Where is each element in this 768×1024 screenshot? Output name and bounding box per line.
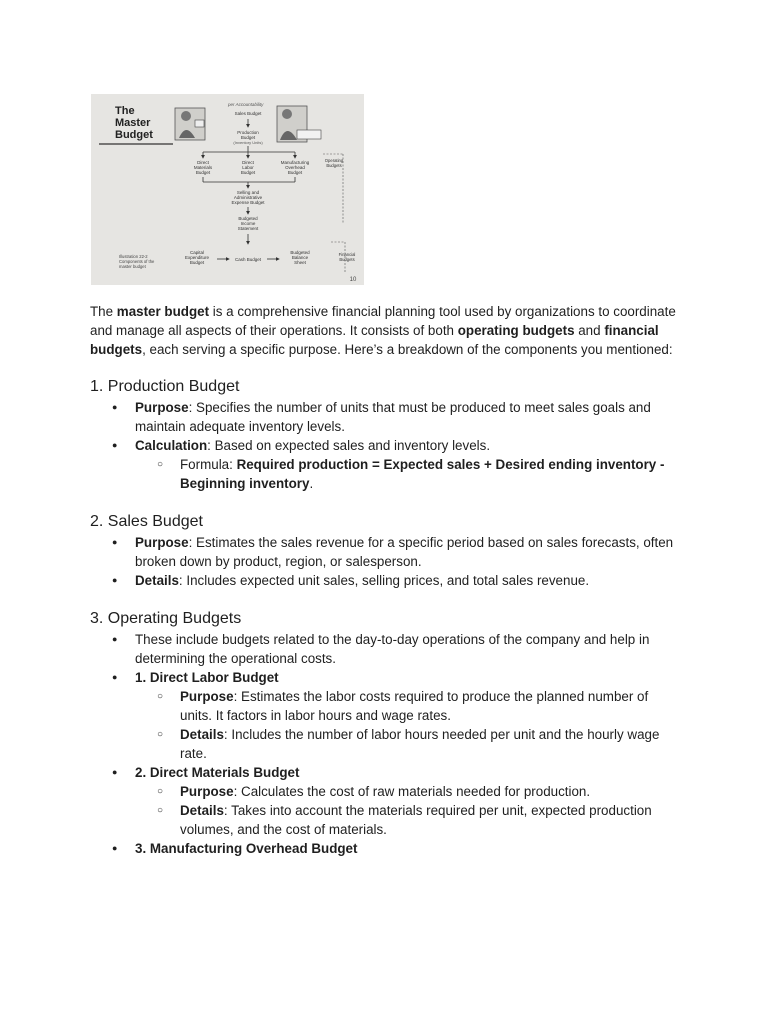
figure-fin-2: Budgets — [339, 257, 355, 262]
heading-sales-budget: 2. Sales Budget — [90, 513, 203, 530]
heading-operating-budgets: 3. Operating Budgets — [90, 610, 242, 627]
sublist-item: ○ Purpose: Calculates the cost of raw materials needed for production. — [135, 782, 680, 801]
figure-cap-3: Budget — [189, 260, 205, 265]
intro-paragraph: The master budget is a comprehensive financial planning tool used by organizations to coordinate and manage all aspects of their operations. It consists of both operating budgets and financial budgets, each serving a specific purpose. Here’s a breakdown of the components you mentioned: — [90, 304, 676, 357]
figure-mo-3: Budget — [287, 170, 303, 175]
figure-dm-1: Direct — [197, 160, 209, 165]
document-body — [90, 302, 680, 858]
figure-illus-3: master budget — [119, 264, 146, 269]
term-operating-budgets: operating budgets — [457, 323, 575, 338]
figure-illus-1: Illustration 22-2 — [119, 254, 148, 259]
figure-operating-1: Operating — [324, 158, 344, 163]
figure-cap-2: Expenditure — [184, 255, 210, 260]
figure-mo-2: Overhead — [285, 165, 305, 170]
term-financial-budgets: financial budgets — [90, 323, 659, 357]
sublist-item: ○ Formula: Required production = Expected sales + Desired ending inventory - Beginning inventory. — [135, 455, 680, 493]
master-budget-photo — [91, 94, 364, 285]
figure-dm-2: Materials — [193, 165, 213, 170]
figure-is-2: Income — [240, 221, 256, 226]
sales-budget-list — [90, 533, 680, 590]
figure-sa-1: Selling and — [236, 190, 260, 195]
production-budget-list — [90, 398, 680, 493]
figure-title-line2: Master — [115, 117, 151, 129]
sublist-item: ○ Purpose: Estimates the labor costs required to produce the planned number of units. It factors in labor hours and wage rates. — [135, 687, 680, 725]
list-item: ● Purpose: Specifies the number of units that must be produced to meet sales goals and maintain adequate inventory levels. — [90, 398, 680, 436]
figure-title-line1: The — [115, 105, 135, 117]
figure-page-num: 10 — [349, 277, 357, 283]
heading-production-budget: 1. Production Budget — [90, 378, 240, 395]
term-master-budget: master budget — [116, 304, 210, 319]
figure-production-1: Production — [237, 130, 259, 135]
formula-sublist — [135, 455, 680, 493]
list-item: ● These include budgets related to the day-to-day operations of the company and help in determining the operational costs. — [90, 630, 680, 668]
figure-cash: Cash Budget — [234, 257, 262, 262]
figure-illus-2: Components of the — [119, 259, 155, 264]
figure-fin-1: Financial — [338, 252, 356, 257]
figure-dm-3: Budget — [195, 170, 211, 175]
figure-dl-3: Budget — [240, 170, 256, 175]
list-item: ● 1. Direct Labor Budget ○ Purpose: Estimates the labor costs required to produce the planned number of units. It factors in labor hours and wage rates. ○ Details: Includes the number of labor hours needed per unit and the hourly wage rate. — [90, 668, 680, 763]
figure-mo-1: Manufacturing — [280, 160, 310, 165]
figure-bs-3: Sheet — [294, 260, 306, 265]
figure-is-3: Statement — [237, 226, 259, 231]
list-item: ● 2. Direct Materials Budget ○ Purpose: Calculates the cost of raw materials needed for production. ○ Details: Takes into account the materials required per unit, expected production volumes, and the cost of materials. — [90, 763, 680, 839]
person-left-icon — [175, 108, 205, 140]
list-item: ● Details: Includes expected unit sales, selling prices, and total sales revenue. — [90, 571, 680, 590]
figure-dl-2: Labor — [242, 165, 254, 170]
list-item: ● Purpose: Estimates the sales revenue for a specific period based on sales forecasts, often broken down by product, region, or salesperson. — [90, 533, 680, 571]
figure-sales-budget: Sales Budget — [234, 111, 262, 116]
sublist-item: ○ Details: Includes the number of labor hours needed per unit and the hourly wage rate. — [135, 725, 680, 763]
list-item: ● Calculation: Based on expected sales and inventory levels. ○ Formula: Required production = Expected sales + Desired ending inventory - Beginning inventory. — [90, 436, 680, 493]
list-item: ● 3. Manufacturing Overhead Budget — [90, 839, 680, 858]
figure-bs-2: Balance — [291, 255, 309, 260]
direct-labor-sublist — [135, 687, 680, 763]
figure-bs-1: Budgeted — [290, 250, 310, 255]
figure-operating-2: Budgets — [326, 163, 342, 168]
figure-production-2: Budget — [240, 135, 256, 140]
operating-budgets-list — [90, 630, 680, 858]
figure-cap-1: Capital — [189, 250, 205, 255]
figure-production-note: (Inventory Units) — [233, 140, 263, 145]
figure-is-1: Budgeted — [238, 216, 258, 221]
direct-materials-sublist — [135, 782, 680, 839]
figure-dl-1: Direct — [242, 160, 254, 165]
figure-sa-2: Administrative — [233, 195, 263, 200]
figure-title-line3: Budget — [115, 129, 153, 141]
figure-sa-3: Expense Budget — [231, 200, 265, 205]
sublist-item: ○ Details: Takes into account the materials required per unit, expected production volumes, and the cost of materials. — [135, 801, 680, 839]
figure-top-note: per Accountability — [228, 102, 264, 107]
